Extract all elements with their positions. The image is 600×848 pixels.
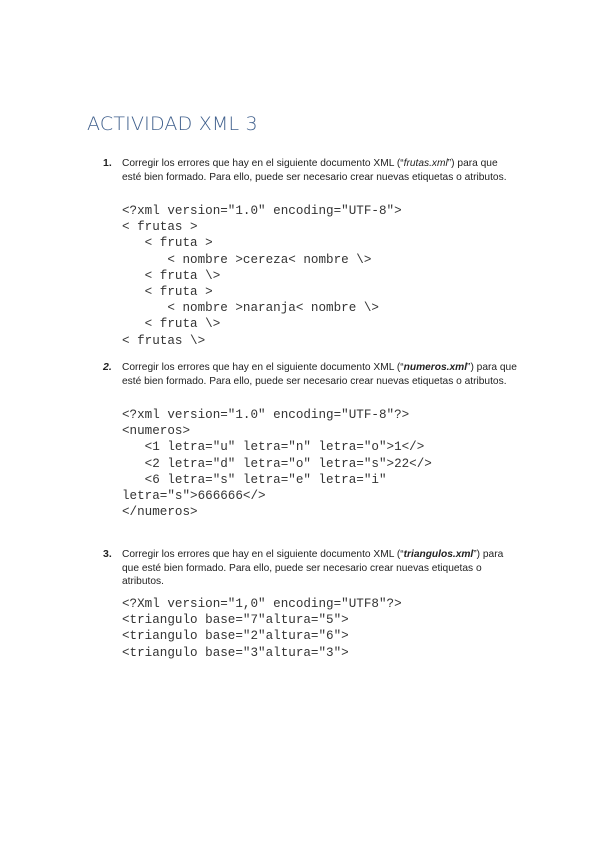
code-line: <6 letra="s" letra="e" letra="i" [122, 472, 387, 487]
code-line: < fruta > [122, 236, 213, 251]
code-line: < frutas > [122, 220, 198, 235]
code-line: < fruta > [122, 285, 213, 300]
activity-number: 1. [103, 157, 112, 169]
code-line: <2 letra="d" letra="o" letra="s">22</> [122, 456, 432, 471]
page-title: ACTIVIDAD XML 3 [87, 113, 258, 135]
code-block [122, 407, 542, 520]
filename: numeros.xml [403, 362, 468, 373]
activity-instructions: Corregir los errores que hay en el siguiente documento XML (“frutas.xml”) para que esté bien formado. Para ello, puede ser necesario crear nuevas etiquetas o atributos. [122, 158, 507, 183]
code-block [122, 596, 542, 661]
code-line: < nombre >naranja< nombre \> [122, 301, 379, 316]
code-line: <triangulo base="3"altura="3"> [122, 645, 349, 660]
code-line: < nombre >cereza< nombre \> [122, 252, 372, 267]
code-line: letra="s">666666</> [122, 489, 266, 504]
activity-instructions: Corregir los errores que hay en el siguiente documento XML (“numeros.xml”) para que esté bien formado. Para ello, puede ser necesario crear nuevas etiquetas o atributos. [122, 362, 517, 387]
activity-number: 2. [103, 361, 112, 373]
code-line: < frutas \> [122, 333, 206, 348]
code-line: < fruta \> [122, 268, 221, 283]
code-block [122, 203, 542, 349]
code-line: <?xml version="1.0" encoding="UTF-8"?> [122, 408, 410, 422]
code-line: </numeros> [122, 505, 198, 520]
code-line: <?Xml version="1,0" encoding="UTF8"?> [122, 597, 402, 611]
code-line: <triangulo base="2"altura="6"> [122, 629, 349, 644]
filename: triangulos.xml [403, 549, 474, 560]
activity-number: 3. [103, 548, 112, 560]
code-line: <triangulo base="7"altura="5"> [122, 613, 349, 628]
filename: frutas.xml [403, 158, 448, 169]
code-line: <numeros> [122, 424, 191, 439]
code-line: <?xml version="1.0" encoding="UTF-8"> [122, 204, 402, 218]
code-line: < fruta \> [122, 317, 221, 332]
activity-instructions: Corregir los errores que hay en el siguiente documento XML (“triangulos.xml”) para que esté bien formado. Para ello, puede ser necesario crear nuevas etiquetas o atributos. [122, 549, 504, 587]
code-line: <1 letra="u" letra="n" letra="o">1</> [122, 440, 425, 455]
